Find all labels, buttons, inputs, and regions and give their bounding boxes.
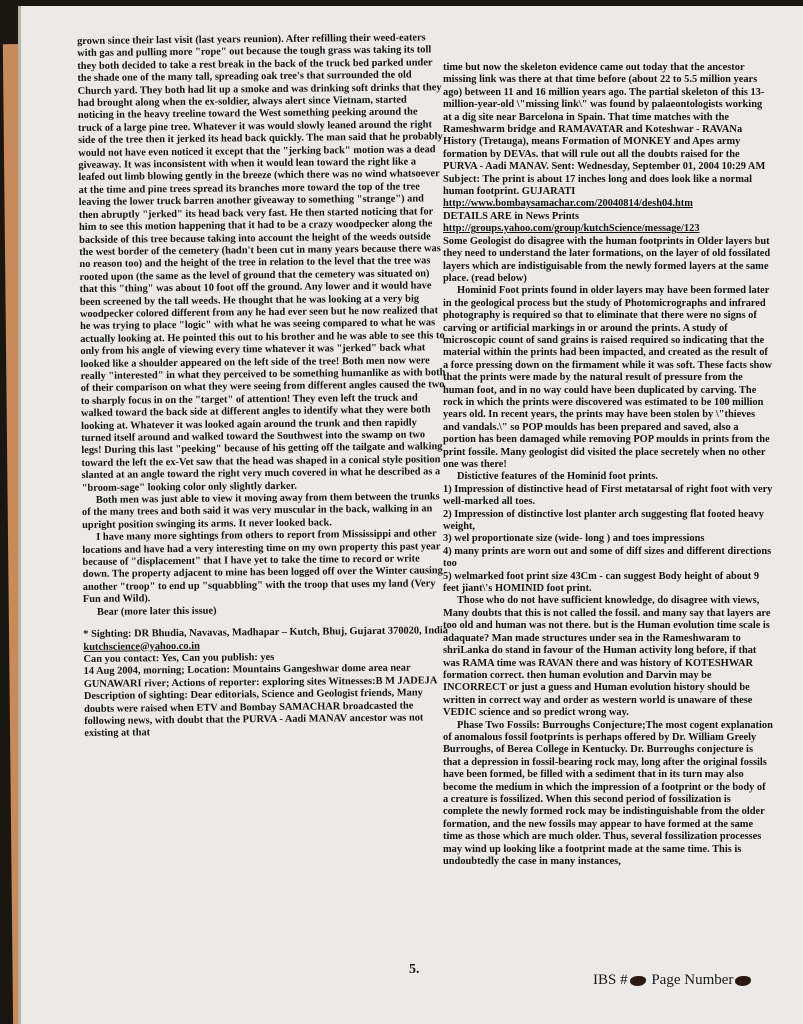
left-paragraph-3: I have many more sightings from others to report from Mississippi and other locations and have had a very interesting time on my own property this past year because of "displacement" that I have yet to take the time to record or write down. The property adjacent to mine has been logged off over the Winter causing another "troop" to end up "squabbling" with the troop that uses my land (Very Fun and Wild).	[82, 528, 443, 606]
left-paragraph-1: grown since their last visit (last years reunion). After refilling their weed-eaters with gas and pulling more "rope" out because the tough grass was taking its toll they both decided to take a rest break in the back of the truck bed parked under the shade one of the many tall, spreading oak tree's that surrounded the old Church yard. They both had lit up a smoke and was drinking soft drinks that they had brought along when the ex-soldier, always alert since Vietnam, started noticing in the heavy treeline toward the West something peeking around the truck of a large pine tree. Whatever it was would slowly leaned around the right side of the tree then it jerked its head back quickly. The man said that he probably would not have even noticed it except that the "jerking back" motion was a dead giveaway. It was inconsistent with when it would lean toward the right like a leafed out limb blowing gently in the breeze (which there was no wind whatsoever at the time and pine trees spread its branches more toward the top of the tree leaving the lower truck barren another giveaway to something "strange") and then abruptly "jerked" its head back very fast. He then started noticing that for him to see this motion happening that it had to be a crazy woodpecker along the backside of this tree because taking into account the height of the weeds outside the west border of the cemetery (hadn't been cut in many years because there was no reason too) and the height of the tree in relation to the level that the tree was rooted upon (the same as the level of ground that the cemetery was situated on) that this "thing" was about 10 foot off the ground. Any lower and it would have been screened by the tall weeds. He thought that he was looking at a very big woodpecker colored different from any he had ever seen but he now realized that he was trying to place "logic" with what he was seeing compared to what he was actually looking at. He pointed this out to his brother and he was able to see this to only from his angle of viewing every time whatever it was "jerked" back what looked like a shoulder appeared on the left side of the tree! Both men now were really "interested" in what they perceived to be something humanlike as with both of their comparison on what they were seeing from different angles caused the two to sharply focus in on the "target" of attention! They even left the truck and walked toward the back side at different angles to identify what they were both looking at. Whatever it was looked again around the trunk and then rapidly turned itself around and walked toward the Southwest into the swamp on two legs! During this last "peeking" because of his getting off the tailgate and walking toward the left the ex-Vet saw that the head was shaped in a conical style position slanted at an angle toward the right very much covered in what he described as a "broom-sage" looking color only slightly darker.	[77, 32, 446, 494]
feature-item: 5) welmarked foot print size 43Cm - can suggest Body height of about 9 feet jiant\'s HOMINID foot print.	[443, 570, 760, 595]
page-number: 5.	[409, 962, 420, 977]
feature-item: 2) Impression of distinctive lost planter arch suggesting flat footed heavy weight,	[443, 508, 764, 533]
left-paragraph-2: Both men was just able to view it moving away from them between the trunks of the many trees and both said it was very muscular in the back, walking in an upright position swinging its arms. It never looked back.	[81, 491, 440, 531]
sighting-contact: Can you contact: Yes, Can you publish: yes	[83, 651, 275, 665]
right-paragraph-1: time but now the skeleton evidence came out today that the ancestor missing link was there at that time before (about 22 to 5.5 million years ago) between 11 and 16 million years ago. The partial skeleton of this 13-million-year-old \"missing link\" was found by palaeontologists working at a dig site near Barcelona in Spain. That time matches with the Rameshwarm bridge and RAMAVATAR and Koteshwar - RAVANa History (Tretauga), means Formation of MONKEY and Apes army formation by DEVAs. that will rule out all the doubts raised for the PURVA - Aadi MANAV. Sent: Wednesday, September 01, 2004 10:29 AM Subject: The print is about 17 inches long and does look like a normal human footprint. GUJARATI	[443, 62, 766, 198]
right-paragraph-4: Those who do not have sufficient knowledge, do disagree with views, Many doubts that this is not called the fossil. and many say that layers are too old and human was not there. but is the Human evolution time scale is adaquate? Man made structures under sea in the Rameshwaram to shriLanka do stand in favour of the Human activity long before, if that was RAMA time was RAVAN there and was history of KOTESHWAR formation correct. then human evolution and Darvin may be INCORRECT or just a guess and Human evolution history should be written in correct way and order as western world is unaware of these VEDIC science and so predict wrong way.	[443, 595, 771, 719]
right-paragraph-5: Phase Two Fossils: Burroughs Conjecture;The most cogent explanation of anomalous fossil footprints is perhaps offered by Dr. William Greely Burroughs, of Berea College in Kentucky. Dr. Burroughs conjecture is that a depression in fossil-bearing rock may, long after the original fossils have been formed, be filled with a sediment that in its turn may also become the medium in which the impression of a footprint or the body of a creature is fossilized. When this second period of fossilization is complete the newly formed rock may be indistinguishable from the older formation, and the new fossils may appear to have formed at the same time as those which are much older. Thus, several fossilization processes may wind up looking like a footprint made at the same time. This is undoubtedly the case in many instances,	[443, 719, 773, 867]
page-number-label: Page Number	[651, 972, 734, 988]
features-title: Distictive features of the Hominid foot prints.	[457, 471, 658, 483]
ibs-prefix: IBS #	[593, 972, 628, 988]
newsletter-page	[18, 6, 803, 1024]
sighting-description: Description of sighting: Dear editorials, Science and Geologist friends, Many doubts were raised when ETV and Bombay SAMACHAR broadcasted the following news, with doubt that the PURVA - Aadi MANAV ancestor was not existing at that	[83, 687, 424, 740]
sighting-line: * Sighting: DR Bhudia, Navavas, Madhapar – Kutch, Bhuj, Gujarat 370020, India	[83, 625, 449, 641]
news-link-yahoo-group[interactable]: http://groups.yahoo.com/group/kutchScience/message/123	[443, 223, 700, 235]
sighting-header	[83, 625, 449, 654]
ink-blot-icon	[630, 976, 646, 986]
details-line: DETAILS ARE in News Prints	[443, 210, 580, 222]
feature-item: 4) many prints are worn out and some of diff sizes and different directions too	[443, 545, 772, 570]
sighting-email-link[interactable]: kutchscience@yahoo.co.in	[83, 640, 200, 653]
sighting-details: 14 Aug 2004, morning; Location: Mountains Gangeshwar dome area near GUNAWARI river; Actions of reporter: exploring sites Witnesses:B M JADEJA	[83, 662, 438, 690]
right-paragraph-2: Some Geologist do disagree with the human footprints in Older layers but they need to understand the later formations, on the layer of old fossilated layers which are indistiguisable from the newly formed layers at the same place. (read below)	[443, 235, 771, 284]
right-column	[443, 62, 773, 868]
feature-item: 3) wel proportionate size (wide- long ) and toes impressions	[443, 533, 705, 545]
ink-blot-icon	[735, 976, 751, 986]
feature-item: 1) Impression of distinctive head of First metatarsal of right foot with very well-marked all toes.	[443, 483, 773, 508]
news-link-bombaysamachar[interactable]: http://www.bombaysamachar.com/20040814/desh04.htm	[443, 198, 693, 210]
left-signature: Bear (more later this issue)	[96, 605, 217, 618]
right-paragraph-3: Hominid Foot prints found in older layers may have been formed later in the geological process but the study of Photomicrographs and infrared photography is required so that to eliminate that there were no signs of carving or artificial markings in or around the prints. A study of microscopic count of sand grains is raised required so indicating that the material within the prints had been impacted, and created as the result of a force pressing down on the firmament while it was soft. These facts show that the prints were made by the natural result of pressure from the human foot, and in no way could have been duplicated by carving. The rock in which the prints were discovered was estimated to be 100 million years old. In recent years, the prints may have been stolen by \"thieves and vandals.\" so POP moulds has been prepared and saved, also a portion has been damaged while removing POP moulds in prints from the print fossile. Many geologist did visited the place secretely when no other one was there!	[443, 285, 773, 470]
footer-label	[593, 972, 753, 989]
left-column	[77, 32, 450, 741]
